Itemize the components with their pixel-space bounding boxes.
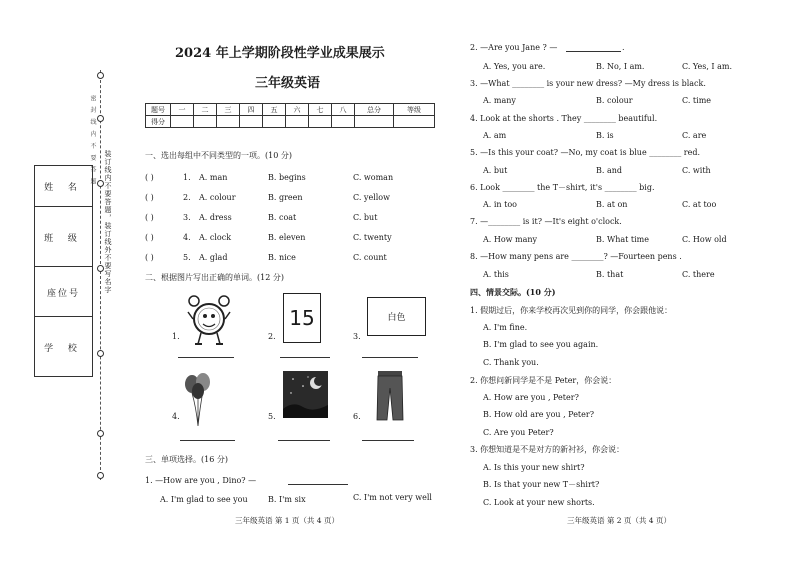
- picture-number: 1.: [172, 332, 180, 341]
- picture-number: 4.: [172, 412, 180, 421]
- score-cell[interactable]: [171, 116, 194, 128]
- page-footer-right: 三年级英语 第 2 页（共 4 页）: [567, 516, 671, 525]
- option-b[interactable]: B. at on: [596, 200, 628, 209]
- item-number: 3.: [183, 213, 191, 222]
- picture-number: 2.: [268, 332, 276, 341]
- student-info-box: [34, 165, 93, 377]
- question-text: 3. —What ________ is your new dress? —My dress is black.: [470, 79, 706, 88]
- item-number: 1.: [183, 173, 191, 182]
- question-text: 2. 你想问新同学是不是 Peter，你会说：: [470, 376, 617, 385]
- answer-line[interactable]: [288, 484, 348, 485]
- option-c[interactable]: C. woman: [353, 173, 394, 182]
- score-cell[interactable]: [240, 116, 263, 128]
- option-a[interactable]: A. dress: [199, 213, 232, 222]
- option-b[interactable]: B. What time: [596, 235, 649, 244]
- item-number: 4.: [183, 233, 191, 242]
- answer-paren[interactable]: ( ): [145, 193, 154, 202]
- option-c[interactable]: C. time: [682, 96, 712, 105]
- option-c[interactable]: C. but: [353, 213, 378, 222]
- score-head: 六: [286, 104, 309, 116]
- option-b[interactable]: B. nice: [268, 253, 296, 262]
- option-a[interactable]: A. I'm glad to see you: [160, 495, 248, 504]
- page-subtitle: 三年级英语: [255, 76, 321, 91]
- score-head: 一: [171, 104, 194, 116]
- score-cell[interactable]: [309, 116, 332, 128]
- option-b[interactable]: B. is: [596, 131, 614, 140]
- answer-line[interactable]: [280, 357, 330, 358]
- option-c[interactable]: C. I'm not very well: [353, 493, 432, 502]
- option-a[interactable]: A. colour: [199, 193, 236, 202]
- option-a[interactable]: A. How many: [483, 235, 538, 244]
- score-head: 七: [309, 104, 332, 116]
- option-b[interactable]: B. I'm glad to see you again.: [483, 340, 599, 349]
- question-end: .: [622, 43, 625, 52]
- question-text: 4. Look at the shorts . They ________ beautiful.: [470, 114, 658, 123]
- option-a[interactable]: A. this: [483, 270, 509, 279]
- answer-line[interactable]: [362, 357, 418, 358]
- seat-field-label: 座位号: [35, 266, 92, 317]
- score-head: 八: [332, 104, 355, 116]
- score-cell[interactable]: [332, 116, 355, 128]
- question-text: 8. —How many pens are ________? —Fourteen pens .: [470, 252, 682, 261]
- seal-line-mark: 密 封 线 内 不 要 答 题: [89, 95, 96, 187]
- score-cell[interactable]: [217, 116, 240, 128]
- option-a[interactable]: A. many: [483, 96, 516, 105]
- answer-line[interactable]: [178, 357, 234, 358]
- question-text: 1. —How are you , Dino? —: [145, 476, 257, 485]
- option-a[interactable]: A. Is this your new shirt?: [483, 463, 585, 472]
- seal-line-warning: 装订线内不要答题，装订线外不要写名字: [104, 150, 112, 294]
- score-head: 四: [240, 104, 263, 116]
- option-c[interactable]: C. twenty: [353, 233, 392, 242]
- punch-hole: [97, 472, 104, 479]
- option-a[interactable]: A. man: [199, 173, 228, 182]
- score-head: 总分: [355, 104, 394, 116]
- score-table: [145, 103, 435, 128]
- option-a[interactable]: A. am: [483, 131, 507, 140]
- option-a[interactable]: A. Yes, you are.: [483, 62, 546, 71]
- option-c[interactable]: C. at too: [682, 200, 717, 209]
- option-a[interactable]: A. in too: [483, 200, 517, 209]
- score-head: 三: [217, 104, 240, 116]
- name-field-label: 姓 名: [44, 182, 83, 193]
- option-c[interactable]: C. there: [682, 270, 715, 279]
- answer-paren[interactable]: ( ): [145, 253, 154, 262]
- class-field-label: 班 级: [35, 206, 92, 267]
- option-b[interactable]: B. coat: [268, 213, 297, 222]
- option-c[interactable]: C. How old: [682, 235, 727, 244]
- picture-number: 3.: [353, 332, 361, 341]
- option-b[interactable]: B. I'm six: [268, 495, 306, 504]
- color-card-image: 白色: [367, 297, 426, 336]
- answer-paren[interactable]: ( ): [145, 173, 154, 182]
- option-b[interactable]: B. and: [596, 166, 623, 175]
- option-a[interactable]: A. How are you , Peter?: [483, 393, 579, 402]
- option-b[interactable]: B. Is that your new T－shirt?: [483, 480, 600, 489]
- option-a[interactable]: A. but: [483, 166, 508, 175]
- option-c[interactable]: C. count: [353, 253, 387, 262]
- answer-paren[interactable]: ( ): [145, 213, 154, 222]
- option-a[interactable]: A. clock: [199, 233, 232, 242]
- option-b[interactable]: B. colour: [596, 96, 633, 105]
- night-sky-image: [283, 371, 328, 418]
- balloons-image: [182, 372, 214, 428]
- score-head: 二: [194, 104, 217, 116]
- answer-line[interactable]: [362, 440, 414, 441]
- item-number: 2.: [183, 193, 191, 202]
- question-text: 7. —________ is it? —It's eight o'clock.: [470, 217, 622, 226]
- question-text: 3. 你想知道是不是对方的新衬衫，你会说：: [470, 445, 625, 454]
- section2-heading: 二、根据图片写出正确的单词。(12 分): [145, 273, 284, 282]
- option-c[interactable]: C. Look at your new shorts.: [483, 498, 595, 507]
- option-b[interactable]: B. eleven: [268, 233, 306, 242]
- punch-hole: [97, 72, 104, 79]
- score-cell[interactable]: [263, 116, 286, 128]
- number-card-image: 15: [283, 293, 321, 343]
- score-cell[interactable]: [394, 116, 435, 128]
- alarm-clock-image: [186, 292, 232, 348]
- picture-number: 6.: [353, 412, 361, 421]
- option-c[interactable]: C. yellow: [353, 193, 390, 202]
- school-field-label: 学 校: [35, 316, 92, 377]
- section4-heading: 四、情景交际。(10 分): [470, 287, 556, 297]
- picture-number: 5.: [268, 412, 276, 421]
- option-b[interactable]: B. How old are you , Peter?: [483, 410, 594, 419]
- question-text: 2. —Are you Jane ? —: [470, 43, 558, 52]
- question-text: 6. Look ________ the T－shirt, it's ________ big.: [470, 183, 655, 192]
- score-head: 题号: [146, 104, 171, 116]
- score-cell[interactable]: [194, 116, 217, 128]
- option-c[interactable]: C. with: [682, 166, 711, 175]
- score-cell[interactable]: [286, 116, 309, 128]
- score-head: 五: [263, 104, 286, 116]
- option-c[interactable]: C. Yes, I am.: [682, 62, 733, 71]
- score-row-label: 得分: [146, 116, 171, 128]
- option-b[interactable]: B. begins: [268, 173, 306, 182]
- option-b[interactable]: B. that: [596, 270, 624, 279]
- page-title: 2024 年上学期阶段性学业成果展示: [175, 46, 385, 61]
- answer-line[interactable]: [180, 440, 235, 441]
- score-head: 等级: [394, 104, 435, 116]
- page-footer-left: 三年级英语 第 1 页（共 4 页）: [235, 516, 339, 525]
- section1-heading: 一、选出每组中不同类型的一项。(10 分): [145, 151, 292, 160]
- answer-paren[interactable]: ( ): [145, 233, 154, 242]
- option-a[interactable]: A. I'm fine.: [483, 323, 528, 332]
- trousers-image: [375, 370, 405, 422]
- option-a[interactable]: A. glad: [199, 253, 228, 262]
- score-cell[interactable]: [355, 116, 394, 128]
- option-b[interactable]: B. green: [268, 193, 303, 202]
- option-c[interactable]: C. Thank you.: [483, 358, 539, 367]
- option-c[interactable]: C. are: [682, 131, 707, 140]
- item-number: 5.: [183, 253, 191, 262]
- option-b[interactable]: B. No, I am.: [596, 62, 645, 71]
- answer-line[interactable]: [278, 440, 330, 441]
- punch-hole: [97, 430, 104, 437]
- answer-line[interactable]: [566, 51, 621, 52]
- option-c[interactable]: C. Are you Peter?: [483, 428, 554, 437]
- section3-heading: 三、单项选择。(16 分): [145, 455, 228, 464]
- punch-hole: [97, 115, 104, 122]
- question-text: 5. —Is this your coat? —No, my coat is blue ________ red.: [470, 148, 700, 157]
- question-text: 1. 假期过后，你来学校再次见到你的同学，你会跟他说：: [470, 306, 673, 315]
